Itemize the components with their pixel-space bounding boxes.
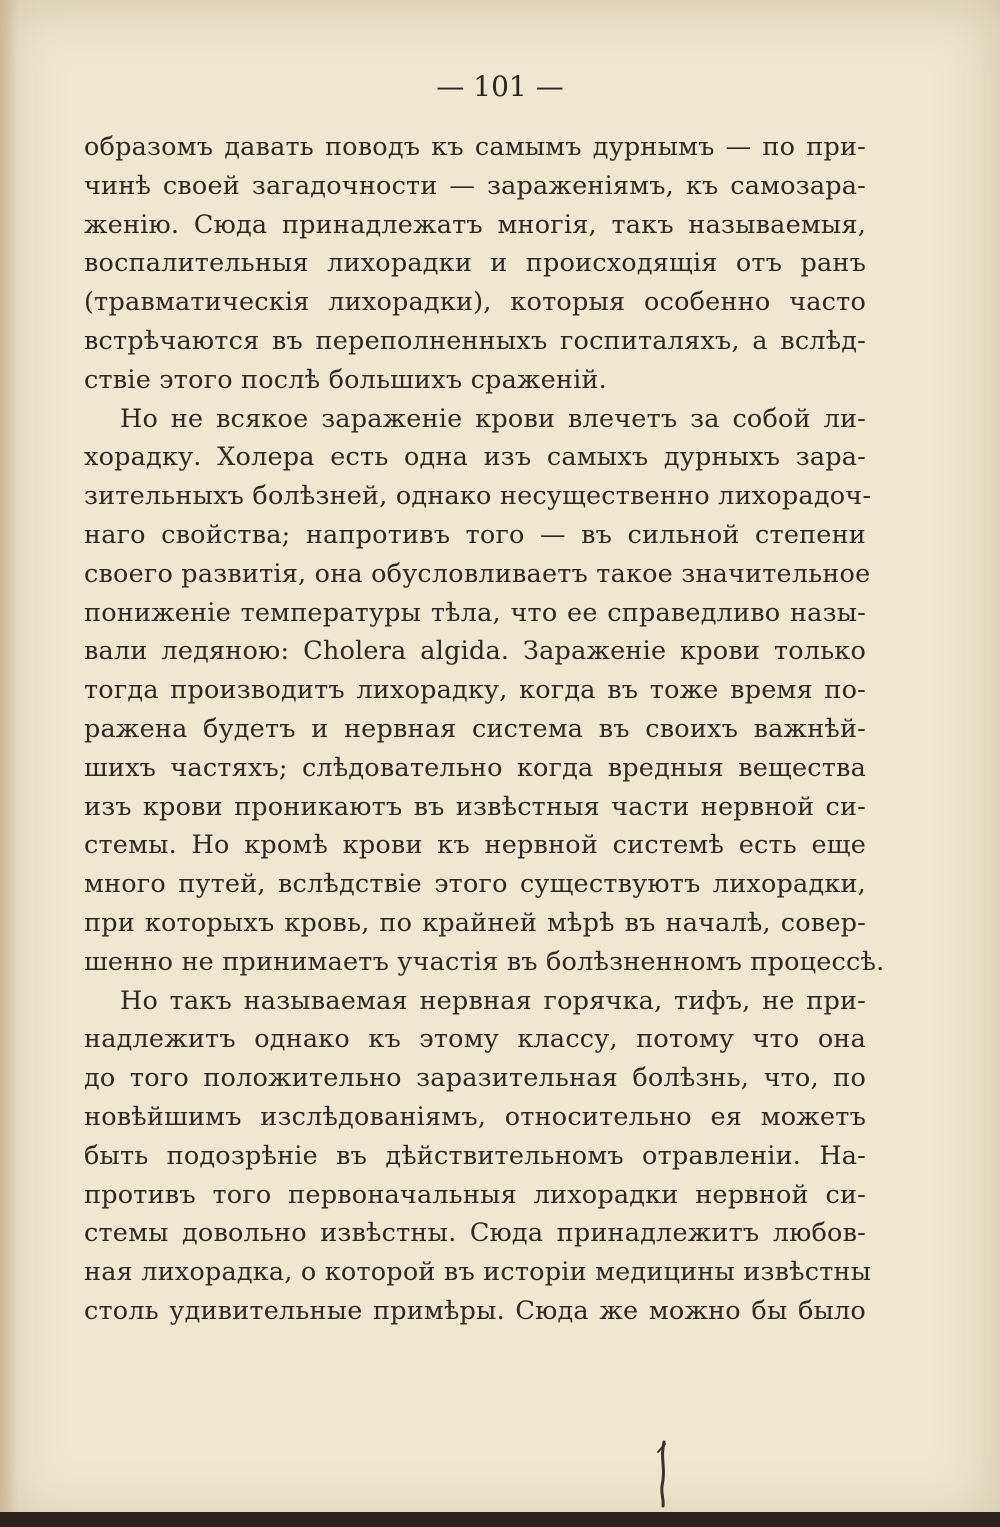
text-line: стемы довольно извѣстны. Сюда принадлежитъ любов-: [84, 1218, 866, 1249]
text-line: хорадку. Холера есть одна изъ самыхъ дурныхъ зара-: [84, 442, 866, 473]
text-line: вали ледяною: Cholera algida. Зараженiе крови только: [84, 636, 866, 667]
text-line: пониженiе температуры тѣла, что ее справедливо назы-: [84, 597, 866, 628]
text-line: шенно не принимаетъ участiя въ болѣзненномъ процессѣ.: [84, 946, 885, 977]
text-line: тогда производитъ лихорадку, когда въ тоже время по-: [84, 675, 866, 706]
text-line: стемы. Но кромѣ крови къ нервной системѣ есть еще: [84, 830, 866, 861]
ink-mark: [652, 1438, 674, 1508]
text-line: столь удивительные примѣры. Сюда же можно бы было: [84, 1295, 866, 1326]
text-line: своего развитiя, она обусловливаетъ такое значительное: [84, 558, 871, 589]
text-line: новѣйшимъ изслѣдованiямъ, относительно ея можетъ: [84, 1101, 866, 1132]
page-number: — 101 —: [436, 70, 564, 103]
text-line: при которыхъ кровь, по крайней мѣрѣ въ началѣ, совер-: [84, 907, 866, 938]
text-line: встрѣчаются въ переполненныхъ госпиталяхъ, а вслѣд-: [84, 325, 866, 356]
text-line: чинѣ своей загадочности — зараженiямъ, къ самозара-: [84, 170, 866, 201]
text-line: надлежитъ однако къ этому классу, потому что она: [84, 1024, 866, 1055]
text-line: (травматическiя лихорадки), которыя особенно часто: [84, 287, 866, 318]
text-line: Но не всякое зараженiе крови влечетъ за собой ли-: [120, 403, 866, 434]
page-bottom-edge: [0, 1512, 1000, 1527]
text-line: изъ крови проникаютъ въ извѣстныя части нервной си-: [84, 791, 866, 822]
text-line: образомъ давать поводъ къ самымъ дурнымъ — по при-: [84, 132, 866, 162]
text-line: Но такъ называемая нервная горячка, тифъ, не при-: [120, 985, 866, 1016]
text-line: ная лихорадка, о которой въ исторiи медицины извѣстны: [84, 1257, 872, 1288]
text-line: противъ того первоначальныя лихорадки нервной си-: [84, 1179, 866, 1210]
text-line: зительныхъ болѣзней, однако несущественно лихорадоч-: [84, 481, 872, 512]
text-line: ствiе этого послѣ большихъ сраженiй.: [84, 364, 607, 395]
text-line: женiю. Сюда принадлежатъ многiя, такъ называемыя,: [84, 209, 866, 240]
text-line: быть подозрѣнiе въ дѣйствительномъ отравленiи. На-: [84, 1140, 866, 1171]
page-edge-shadow: [0, 0, 18, 1527]
text-line: шихъ частяхъ; слѣдовательно когда вредныя вещества: [84, 752, 866, 783]
text-line: ражена будетъ и нервная система въ своихъ важнѣй-: [84, 713, 866, 744]
text-line: до того положительно заразительная болѣзнь, что, по: [84, 1063, 866, 1094]
body-text: [84, 128, 885, 1331]
text-line: воспалительныя лихорадки и происходящiя отъ ранъ: [84, 248, 866, 279]
text-line: много путей, вслѣдствiе этого существуютъ лихорадки,: [84, 869, 866, 900]
text-line: наго свойства; напротивъ того — въ сильной степени: [84, 519, 866, 550]
